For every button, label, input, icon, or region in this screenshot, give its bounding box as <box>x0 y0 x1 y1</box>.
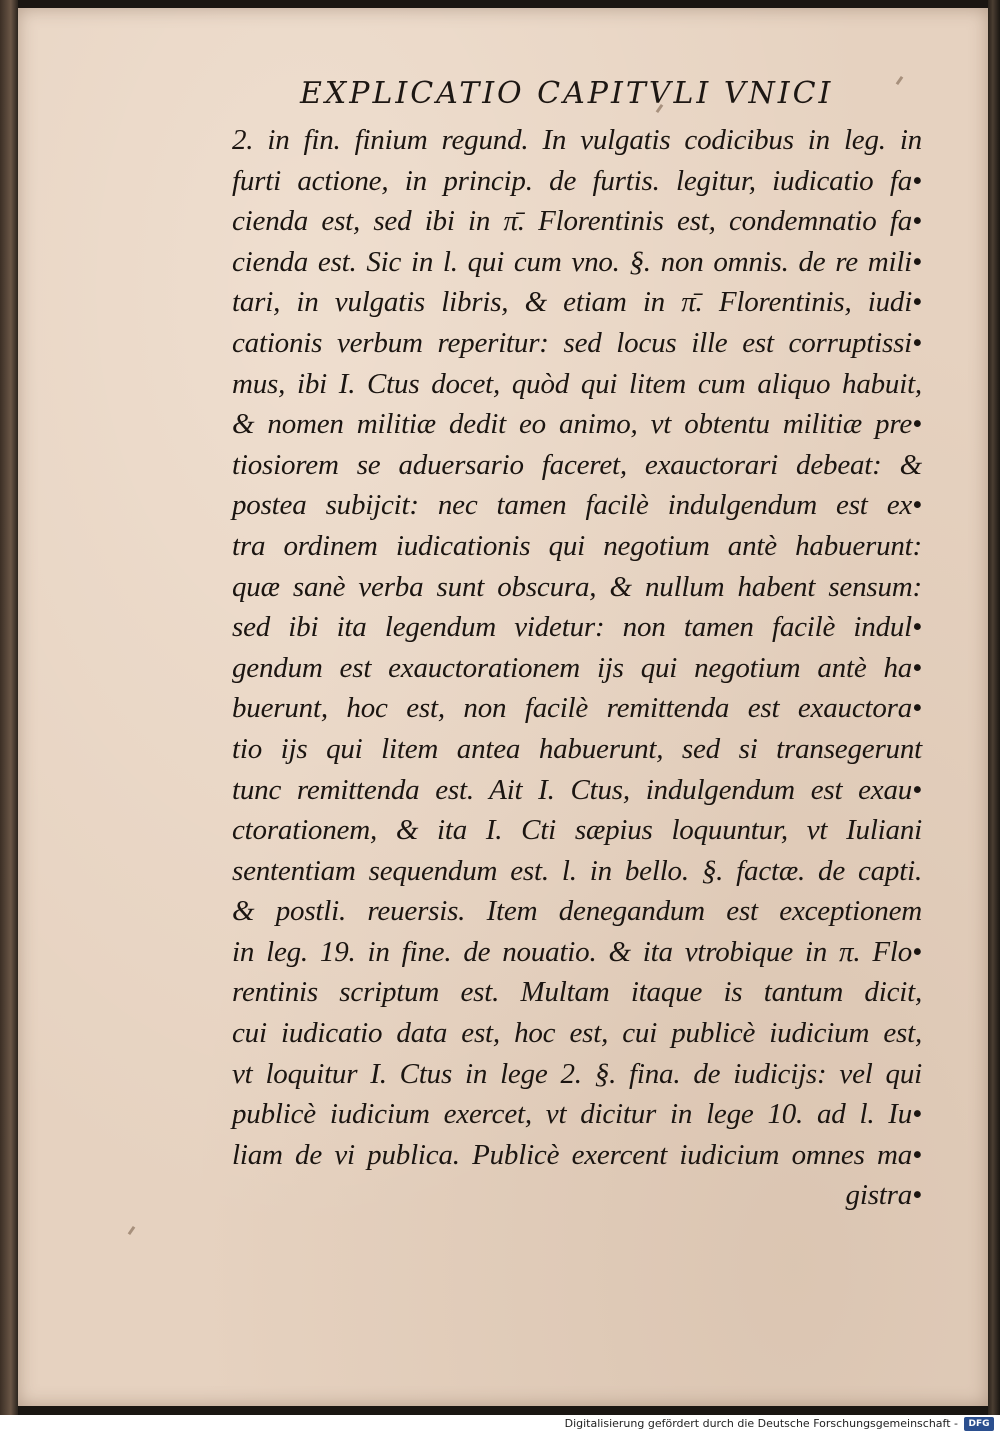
text-line: furti actione, in princip. de furtis. legitur, iudicatio fa• <box>232 164 922 197</box>
text-line: cienda est, sed ibi in π̄. Florentinis est, condemnatio fa• <box>232 205 922 238</box>
text-line: quæ sanè verba sunt obscura, & nullum habent sensum: <box>232 570 922 603</box>
text-line: rentinis scriptum est. Multam itaque is tantum dicit, <box>232 976 922 1009</box>
text-line: postea subijcit: nec tamen facilè indulgendum est ex• <box>232 489 922 522</box>
text-line: mus, ibi I. Ctus docet, quòd qui litem cum aliquo habuit, <box>232 367 922 400</box>
page-right-edge <box>988 0 1000 1415</box>
text-line: tunc remittenda est. Ait I. Ctus, indulgendum est exau• <box>232 773 922 806</box>
book-binding-edge <box>0 0 18 1415</box>
text-line: & postli. reuersis. Item denegandum est exceptionem <box>232 895 922 928</box>
text-line: gendum est exauctorationem ijs qui negotium antè ha• <box>232 651 922 684</box>
running-head: EXPLICATIO CAPITVLI VNICI <box>300 76 834 111</box>
text-line: ctorationem, & ita I. Cti sæpius loquuntur, vt Iuliani <box>232 814 922 847</box>
text-line: tiosiorem se aduersario faceret, exauctorari debeat: & <box>232 448 922 481</box>
text-line: sed ibi ita legendum videtur: non tamen facilè indul• <box>232 611 922 644</box>
footer-bar <box>0 1415 1000 1435</box>
body-text <box>232 120 922 1216</box>
text-line: vt loquitur I. Ctus in lege 2. §. fina. de iudicijs: vel qui <box>232 1057 922 1090</box>
text-line: tio ijs qui litem antea habuerunt, sed si transegerunt <box>232 732 922 765</box>
paper-speck <box>128 1226 136 1235</box>
text-line: 2. in fin. finium regund. In vulgatis codicibus in leg. in <box>232 124 922 156</box>
text-line: publicè iudicium exercet, vt dicitur in lege 10. ad l. Iu• <box>232 1098 922 1131</box>
text-line: tra ordinem iudicationis qui negotium antè habuerunt: <box>232 529 922 562</box>
text-line: tari, in vulgatis libris, & etiam in π̄. Florentinis, iudi• <box>232 286 922 319</box>
text-line: buerunt, hoc est, non facilè remittenda est exauctora• <box>232 692 922 725</box>
text-line: cienda est. Sic in l. qui cum vno. §. non omnis. de re mili• <box>232 245 922 278</box>
text-line: & nomen militiæ dedit eo animo, vt obtentu militiæ pre• <box>232 408 922 441</box>
text-line: in leg. 19. in fine. de nouatio. & ita vtrobique in π. Flo• <box>232 935 922 968</box>
catchword: gistra• <box>845 1179 922 1212</box>
text-line: cationis verbum reperitur: sed locus ille est corruptissi• <box>232 326 922 359</box>
paper-speck <box>896 76 904 85</box>
dfg-logo[interactable]: DFG <box>964 1417 994 1431</box>
digitization-credit: Digitalisierung gefördert durch die Deutsche Forschungsgemeinschaft - <box>564 1417 958 1430</box>
text-line: sententiam sequendum est. l. in bello. §. factæ. de capti. <box>232 854 922 887</box>
text-line: cui iudicatio data est, hoc est, cui publicè iudicium est, <box>232 1017 922 1050</box>
text-line: liam de vi publica. Publicè exercent iudicium omnes ma• <box>232 1138 922 1171</box>
